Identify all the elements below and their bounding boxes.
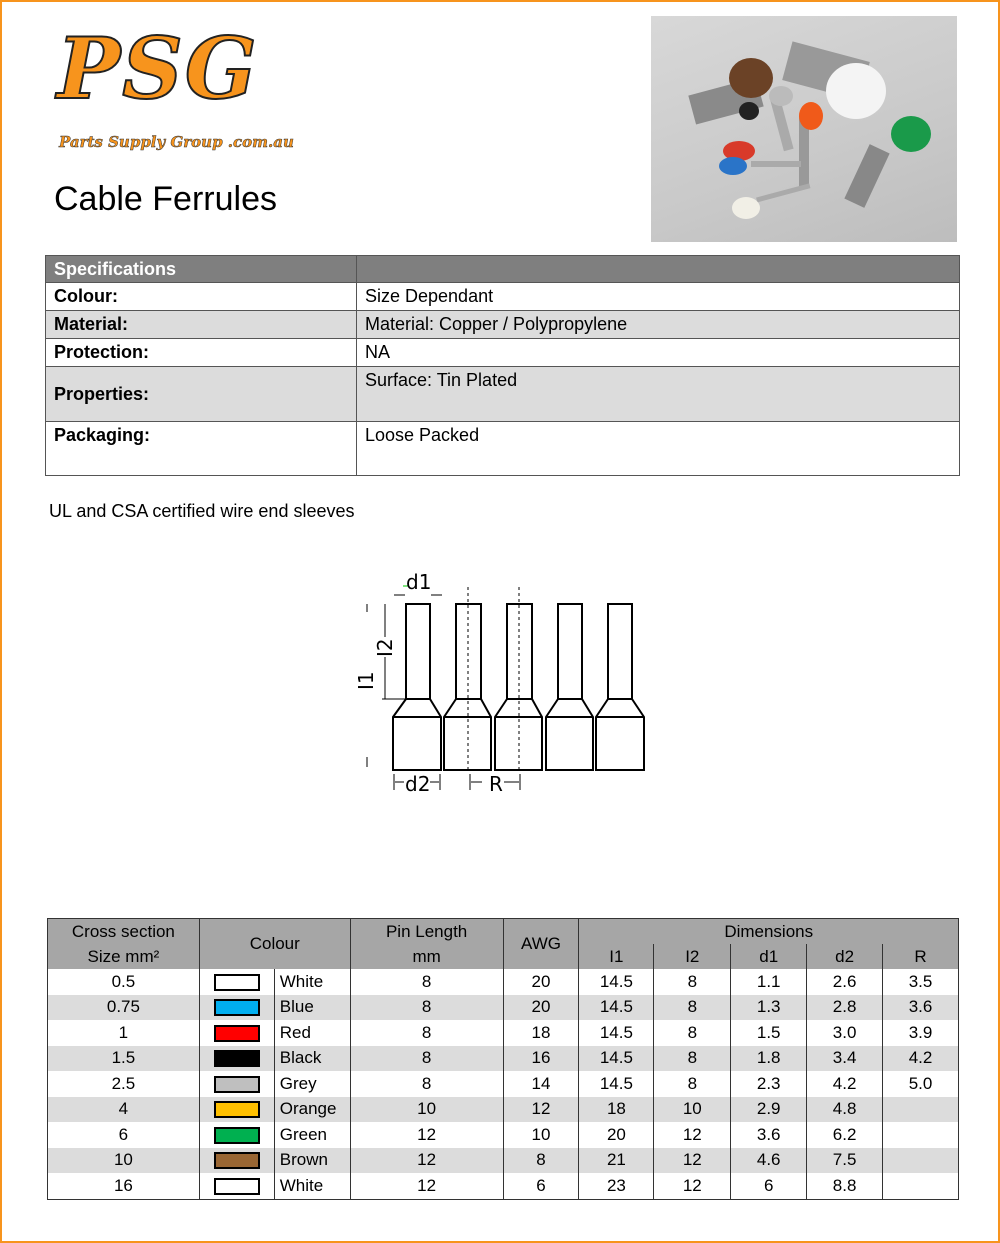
spec-value: Surface: Tin Plated — [357, 367, 960, 422]
cell-colour: Blue — [274, 995, 350, 1021]
cell-d1: 6 — [731, 1173, 807, 1199]
cell-size: 1 — [48, 1020, 200, 1046]
cell-r: 3.6 — [883, 995, 959, 1021]
header-size-unit: Size mm² — [48, 944, 200, 969]
cell-l1: 21 — [579, 1148, 654, 1174]
certification-note: UL and CSA certified wire end sleeves — [49, 501, 355, 521]
cell-colour: Brown — [274, 1148, 350, 1174]
table-row — [48, 1046, 959, 1072]
cell-awg: 10 — [503, 1122, 579, 1148]
cell-awg: 20 — [503, 995, 579, 1021]
cell-awg: 8 — [503, 1148, 579, 1174]
ferrule-white-large — [782, 41, 886, 119]
table-row — [48, 1020, 959, 1046]
cell-l1: 14.5 — [579, 969, 654, 995]
cell-d2: 8.8 — [807, 1173, 883, 1199]
spec-row-properties — [46, 367, 960, 422]
table-row — [48, 1097, 959, 1123]
cell-pin-length: 12 — [350, 1173, 503, 1199]
cell-pin-length: 8 — [350, 1046, 503, 1072]
cell-r: 3.5 — [883, 969, 959, 995]
cell-l1: 14.5 — [579, 1020, 654, 1046]
cell-r — [883, 1097, 959, 1123]
colour-swatch — [199, 1097, 274, 1123]
cell-colour: Red — [274, 1020, 350, 1046]
cell-awg: 12 — [503, 1097, 579, 1123]
header-d2: d2 — [807, 944, 883, 969]
spec-label: Colour: — [46, 283, 357, 311]
cell-pin-length: 12 — [350, 1148, 503, 1174]
colour-swatch-box — [214, 1152, 260, 1169]
label-d2: d2 — [405, 772, 431, 796]
table-row — [48, 1148, 959, 1174]
table-row — [48, 995, 959, 1021]
cell-awg: 6 — [503, 1173, 579, 1199]
table-row — [48, 969, 959, 995]
cell-r — [883, 1148, 959, 1174]
cell-l2: 12 — [654, 1122, 731, 1148]
product-photo — [651, 16, 957, 242]
cell-colour: Orange — [274, 1097, 350, 1123]
cell-d2: 4.2 — [807, 1071, 883, 1097]
cell-l2: 8 — [654, 1071, 731, 1097]
cell-pin-length: 8 — [350, 1020, 503, 1046]
header-l2: I2 — [654, 944, 731, 969]
cell-awg: 20 — [503, 969, 579, 995]
specifications-table — [45, 255, 960, 476]
cell-d1: 1.5 — [731, 1020, 807, 1046]
cell-d1: 2.3 — [731, 1071, 807, 1097]
label-i1: I1 — [354, 671, 378, 690]
cell-d2: 3.0 — [807, 1020, 883, 1046]
colour-swatch — [199, 1173, 274, 1199]
logo-subtitle: Parts Supply Group .com.au — [59, 133, 294, 151]
dimensions-table — [47, 918, 959, 1200]
cell-size: 0.5 — [48, 969, 200, 995]
spec-value: Size Dependant — [357, 283, 960, 311]
spec-label: Material: — [46, 311, 357, 339]
spec-label: Packaging: — [46, 422, 357, 476]
logo-text: PSG — [57, 19, 259, 118]
colour-swatch-box — [214, 1050, 260, 1067]
header-d1: d1 — [731, 944, 807, 969]
cell-l2: 8 — [654, 1020, 731, 1046]
cell-d1: 1.1 — [731, 969, 807, 995]
cell-colour: Black — [274, 1046, 350, 1072]
cell-l2: 8 — [654, 1046, 731, 1072]
colour-swatch-box — [214, 1101, 260, 1118]
cell-size: 4 — [48, 1097, 200, 1123]
table-row — [48, 1173, 959, 1199]
cell-d2: 4.8 — [807, 1097, 883, 1123]
cell-awg: 14 — [503, 1071, 579, 1097]
ferrule-shape — [393, 604, 441, 770]
cell-d2: 2.8 — [807, 995, 883, 1021]
colour-swatch — [199, 995, 274, 1021]
spec-row-material — [46, 311, 960, 339]
ferrule-dimension-diagram — [342, 562, 662, 802]
cell-size: 0.75 — [48, 995, 200, 1021]
cell-r: 3.9 — [883, 1020, 959, 1046]
cell-r: 4.2 — [883, 1046, 959, 1072]
label-r: R — [489, 772, 503, 796]
ferrule-shape — [596, 604, 644, 770]
header-pin-length: Pin Length — [350, 919, 503, 945]
header-r: R — [883, 944, 959, 969]
cell-d1: 2.9 — [731, 1097, 807, 1123]
spec-row-protection — [46, 339, 960, 367]
cell-r — [883, 1173, 959, 1199]
cell-size: 1.5 — [48, 1046, 200, 1072]
colour-swatch-box — [214, 1076, 260, 1093]
cell-colour: Green — [274, 1122, 350, 1148]
cell-d2: 7.5 — [807, 1148, 883, 1174]
cell-d2: 6.2 — [807, 1122, 883, 1148]
cell-d1: 4.6 — [731, 1148, 807, 1174]
cell-l2: 10 — [654, 1097, 731, 1123]
cell-l1: 20 — [579, 1122, 654, 1148]
label-i2: I2 — [373, 638, 397, 657]
cell-l1: 18 — [579, 1097, 654, 1123]
colour-swatch-box — [214, 1178, 260, 1195]
header-l1: I1 — [579, 944, 654, 969]
ferrule-shape — [546, 604, 593, 770]
cell-pin-length: 8 — [350, 969, 503, 995]
colour-swatch — [199, 1071, 274, 1097]
cell-colour: Grey — [274, 1071, 350, 1097]
cell-size: 2.5 — [48, 1071, 200, 1097]
colour-swatch-box — [214, 1127, 260, 1144]
colour-swatch — [199, 1046, 274, 1072]
colour-swatch — [199, 1020, 274, 1046]
spec-label: Properties: — [46, 367, 357, 422]
cell-awg: 18 — [503, 1020, 579, 1046]
spec-row-packaging — [46, 422, 960, 476]
header-pin-unit: mm — [350, 944, 503, 969]
cell-pin-length: 8 — [350, 995, 503, 1021]
header-colour: Colour — [199, 919, 350, 970]
cell-l2: 12 — [654, 1148, 731, 1174]
cell-size: 10 — [48, 1148, 200, 1174]
cell-l1: 14.5 — [579, 995, 654, 1021]
spec-value: Material: Copper / Polypropylene — [357, 311, 960, 339]
spec-value: Loose Packed — [357, 422, 960, 476]
page-title: Cable Ferrules — [54, 180, 277, 218]
cell-l2: 12 — [654, 1173, 731, 1199]
cell-pin-length: 12 — [350, 1122, 503, 1148]
colour-swatch-box — [214, 999, 260, 1016]
cell-l2: 8 — [654, 969, 731, 995]
table-row — [48, 1071, 959, 1097]
spec-header: Specifications — [46, 256, 357, 283]
cell-l2: 8 — [654, 995, 731, 1021]
colour-swatch-box — [214, 974, 260, 991]
cell-d1: 1.8 — [731, 1046, 807, 1072]
cell-d2: 2.6 — [807, 969, 883, 995]
spec-row-colour — [46, 283, 960, 311]
spec-value: NA — [357, 339, 960, 367]
colour-swatch-box — [214, 1025, 260, 1042]
cell-size: 16 — [48, 1173, 200, 1199]
psg-logo — [57, 19, 327, 157]
cell-r — [883, 1122, 959, 1148]
cell-pin-length: 8 — [350, 1071, 503, 1097]
label-d1: d1 — [406, 570, 432, 594]
cell-r: 5.0 — [883, 1071, 959, 1097]
cell-l1: 14.5 — [579, 1046, 654, 1072]
cell-pin-length: 10 — [350, 1097, 503, 1123]
spec-label: Protection: — [46, 339, 357, 367]
header-awg: AWG — [503, 919, 579, 970]
cell-colour: White — [274, 1173, 350, 1199]
colour-swatch — [199, 969, 274, 995]
cell-d2: 3.4 — [807, 1046, 883, 1072]
cell-l1: 23 — [579, 1173, 654, 1199]
cell-colour: White — [274, 969, 350, 995]
spec-header-row — [46, 256, 960, 283]
colour-swatch — [199, 1122, 274, 1148]
cell-awg: 16 — [503, 1046, 579, 1072]
table-row — [48, 1122, 959, 1148]
cell-d1: 1.3 — [731, 995, 807, 1021]
cell-d1: 3.6 — [731, 1122, 807, 1148]
header-dimensions: Dimensions — [579, 919, 959, 945]
cell-l1: 14.5 — [579, 1071, 654, 1097]
cell-size: 6 — [48, 1122, 200, 1148]
colour-swatch — [199, 1148, 274, 1174]
header-cross-section: Cross section — [48, 919, 200, 945]
